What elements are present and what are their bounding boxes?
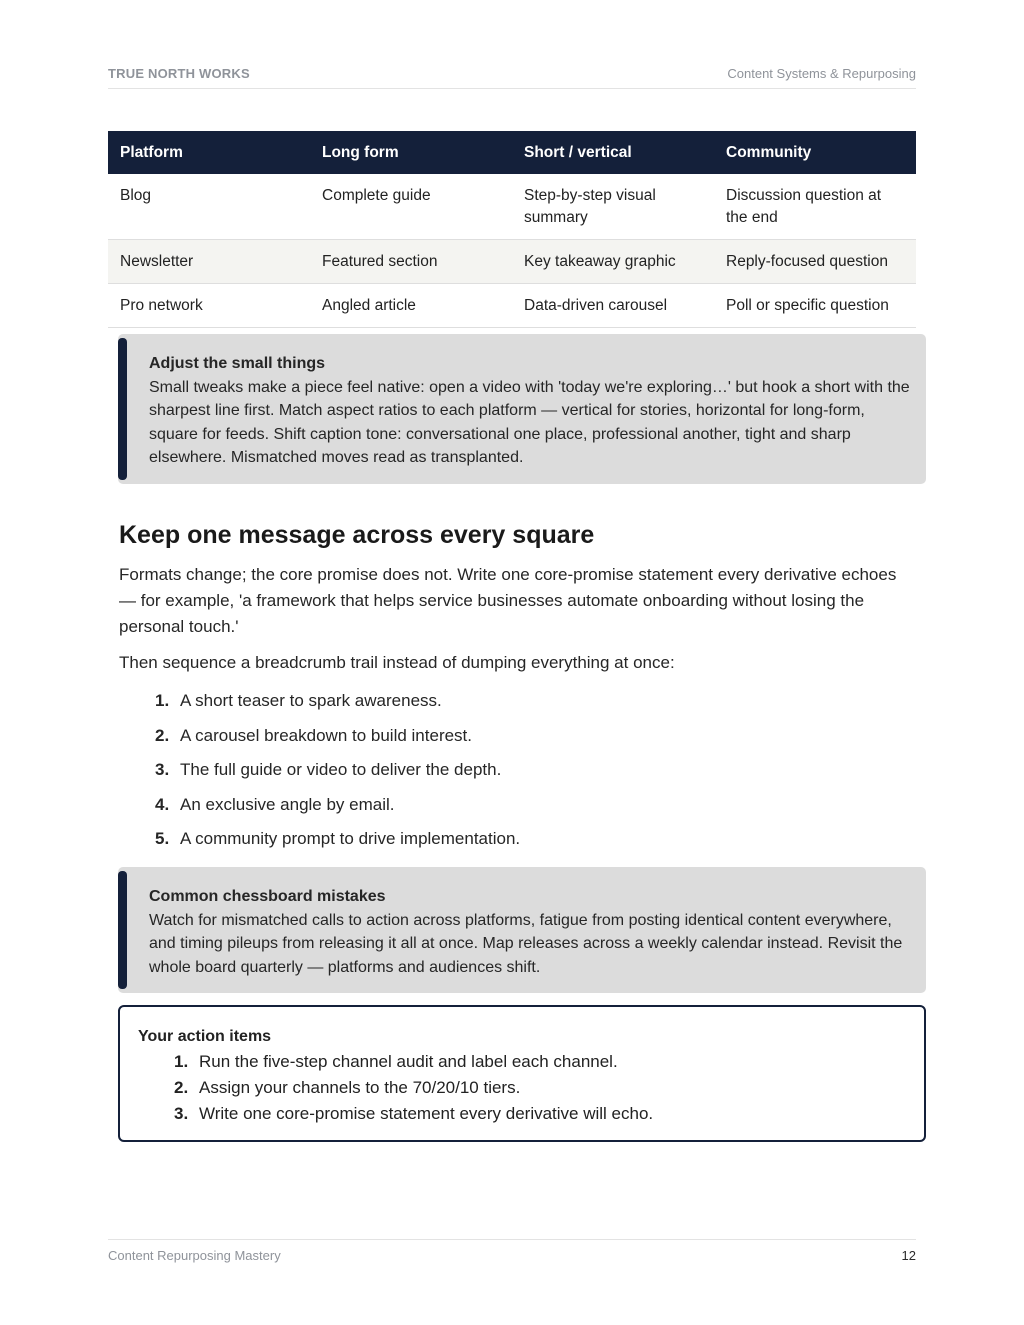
callout-title: Common chessboard mistakes (149, 888, 386, 905)
column-header-short-vertical: Short / vertical (512, 131, 714, 174)
list-number: 4. (155, 794, 170, 814)
table-cell: Discussion question at the end (714, 174, 916, 240)
list-number: 1. (174, 1052, 189, 1071)
table-cell: Data-driven carousel (512, 284, 714, 328)
list-text: A carousel breakdown to build interest. (180, 725, 473, 745)
table-cell: Complete guide (310, 174, 512, 240)
list-text: A community prompt to drive implementation. (180, 829, 521, 848)
list-number: 2. (155, 725, 170, 745)
list-text: Run the five-step channel audit and label each channel. (199, 1052, 618, 1071)
table-cell: Featured section (310, 240, 512, 284)
list-number: 3. (155, 760, 170, 779)
chessboard-mistakes-callout (118, 867, 926, 993)
list-text: The full guide or video to deliver the depth. (180, 760, 502, 779)
table-row (108, 284, 916, 328)
list-number: 5. (155, 829, 170, 848)
column-header-platform: Platform (108, 131, 310, 174)
list-item (174, 1075, 906, 1101)
list-text: Write one core-promise statement every derivative will echo. (199, 1104, 654, 1123)
column-header-community: Community (714, 131, 916, 174)
platform-table (108, 131, 916, 328)
table-cell: Reply-focused question (714, 240, 916, 284)
section-name: Content Systems & Repurposing (727, 66, 916, 81)
callout-body: Watch for mismatched calls to action across platforms, fatigue from posting identical content everywhere, and timing pileups from releasing it all at once. Map releases across a weekly calendar instead. Revisit the whole board quarterly — platforms and audiences shift. (149, 911, 903, 976)
action-items-title: Your action items (138, 1028, 272, 1045)
list-item (155, 826, 520, 861)
list-text: An exclusive angle by email. (180, 794, 395, 814)
sequence-intro-paragraph: Then sequence a breadcrumb trail instead of dumping everything at once: (119, 653, 675, 672)
list-text: A short teaser to spark awareness. (180, 691, 442, 710)
list-number: 1. (155, 691, 170, 710)
table-cell: Blog (108, 174, 310, 240)
callout-body: Small tweaks make a piece feel native: open a video with 'today we're exploring…' but hook a short with the sharpest line first. Match aspect ratios to each platform — vertical for stories, horizontal for long-form, square for feeds. Shift caption tone: conversational one place, professional another, tight and sharp elsewhere. Mismatched moves read as transplanted. (149, 378, 910, 466)
footer-title: Content Repurposing Mastery (108, 1248, 281, 1263)
table-cell: Step-by-step visual summary (512, 174, 714, 240)
table-cell: Newsletter (108, 240, 310, 284)
table-cell: Key takeaway graphic (512, 240, 714, 284)
action-items-box (118, 1005, 926, 1142)
list-item (155, 792, 520, 827)
table-header-row (108, 131, 916, 174)
section-heading: Keep one message across every square (119, 521, 595, 549)
page-number: 12 (901, 1248, 916, 1263)
brand-name: TRUE NORTH WORKS (108, 66, 250, 81)
list-text: Assign your channels to the 70/20/10 tiers. (199, 1078, 521, 1097)
list-item (155, 688, 520, 723)
table-row (108, 240, 916, 284)
adjust-small-things-callout (118, 334, 926, 484)
page-footer (108, 1239, 916, 1263)
table-cell: Poll or specific question (714, 284, 916, 328)
list-item (155, 723, 520, 758)
callout-title: Adjust the small things (149, 355, 326, 372)
table-cell: Angled article (310, 284, 512, 328)
intro-paragraph: Formats change; the core promise does not. Write one core-promise statement every derivative echoes — for example, 'a framework that helps service businesses automate onboarding without losing the personal touch.' (119, 565, 897, 636)
action-items-list (138, 1049, 906, 1127)
table-row (108, 174, 916, 240)
list-item (155, 757, 520, 792)
list-item (174, 1049, 906, 1075)
list-number: 2. (174, 1078, 189, 1097)
list-number: 3. (174, 1104, 189, 1123)
table-cell: Pro network (108, 284, 310, 328)
list-item (174, 1101, 906, 1127)
breadcrumb-steps-list (155, 688, 520, 861)
column-header-long-form: Long form (310, 131, 512, 174)
page-header (108, 66, 916, 89)
